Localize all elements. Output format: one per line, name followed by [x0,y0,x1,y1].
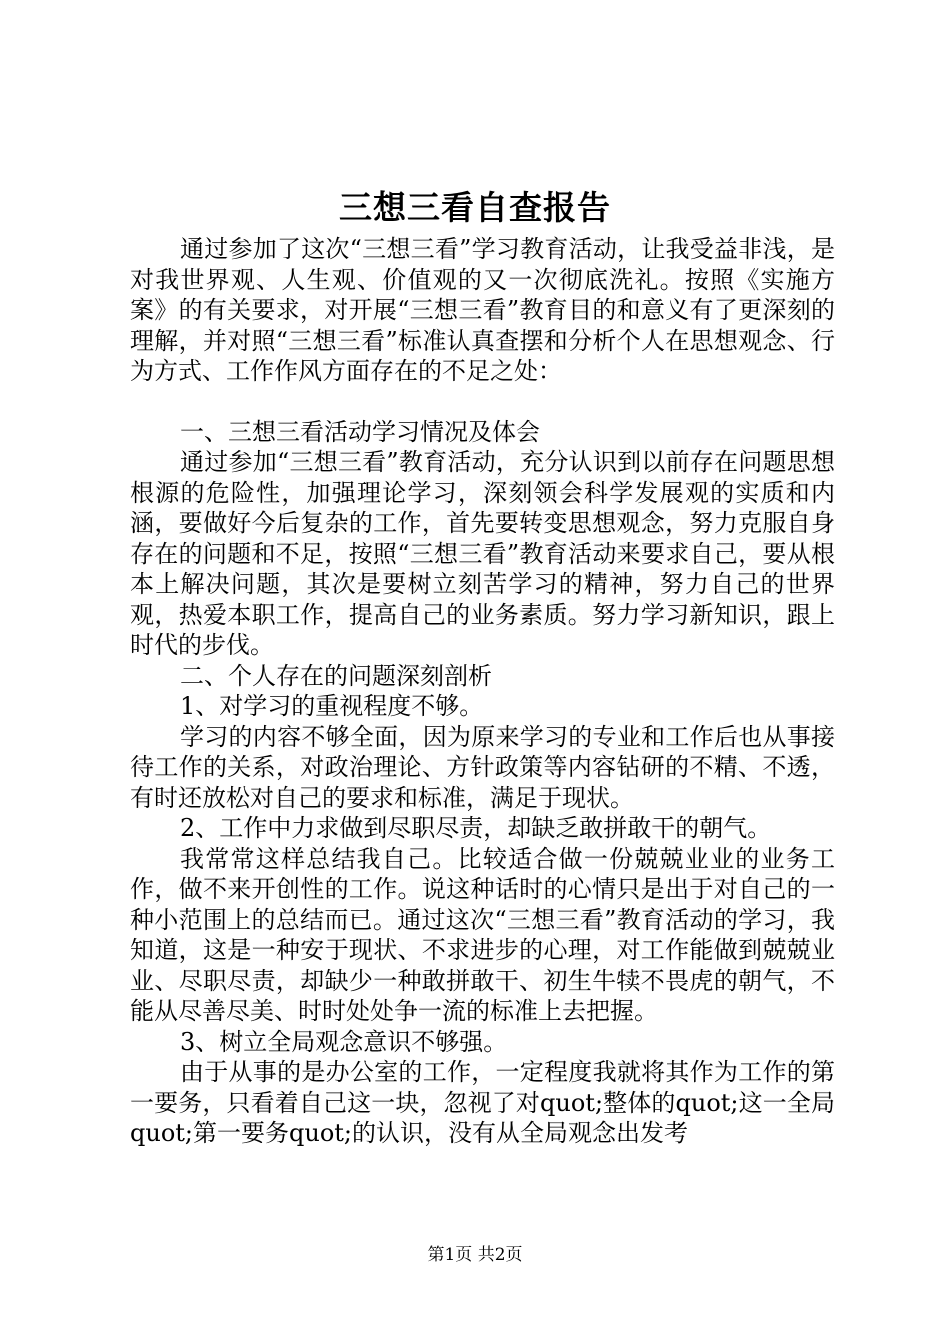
intro-paragraph: 通过参加了这次“三想三看”学习教育活动，让我受益非浅，是对我世界观、人生观、价值观的又一次彻底洗礼。按照《实施方案》的有关要求，对开展“三想三看”教育目的和意义有了更深刻的理解，并对照“三想三看”标准认真查摆和分析个人在思想观念、行为方式、工作作风方面存在的不足之处： [130,235,835,385]
subheading-2: 2、工作中力求做到尽职尽责，却缺乏敢拼敢干的朝气。 [180,814,772,842]
subheading-1-paragraph: 学习的内容不够全面，因为原来学习的专业和工作后也从事接待工作的关系，对政治理论、方针政策等内容钻研的不精、不透，有时还放松对自己的要求和标准，满足于现状。 [130,722,835,812]
section-1-paragraph: 通过参加“三想三看”教育活动，充分认识到以前存在问题思想根源的危险性，加强理论学习，深刻领会科学发展观的实质和内涵，要做好今后复杂的工作，首先要转变思想观念，努力克服自身存在的问题和不足，按照“三想三看”教育活动来要求自己，要从根本上解决问题，其次是要树立刻苦学习的精神，努力自己的世界观，热爱本职工作，提高自己的业务素质。努力学习新知识，跟上时代的步伐。 [130,448,835,659]
subheading-2-paragraph: 我常常这样总结我自己。比较适合做一份兢兢业业的业务工作，做不来开创性的工作。说这种话时的心情只是出于对自己的一种小范围上的总结而已。通过这次“三想三看”教育活动的学习，我知道，这是一种安于现状、不求进步的心理，对工作能做到兢兢业业、尽职尽责，却缺少一种敢拼敢干、初生牛犊不畏虎的朝气，不能从尽善尽美、时时处处争一流的标准上去把握。 [130,844,835,1025]
subheading-3-paragraph: 由于从事的是办公室的工作，一定程度我就将其作为工作的第一要务，只看着自己这一块，忽视了对quot;整体的quot;这一全局quot;第一要务quot;的认识，没有从全局观念出发考 [130,1058,835,1147]
document-title: 三想三看自查报告 [339,188,611,227]
document-body [130,234,835,1149]
section-heading-1: 一、三想三看活动学习情况及体会 [180,417,540,446]
section-heading-2: 二、个人存在的问题深刻剖析 [180,661,492,690]
subheading-1: 1、对学习的重视程度不够。 [180,692,484,720]
page-footer: 第1页 共2页 [427,1245,523,1265]
subheading-3: 3、树立全局观念意识不够强。 [180,1027,508,1056]
